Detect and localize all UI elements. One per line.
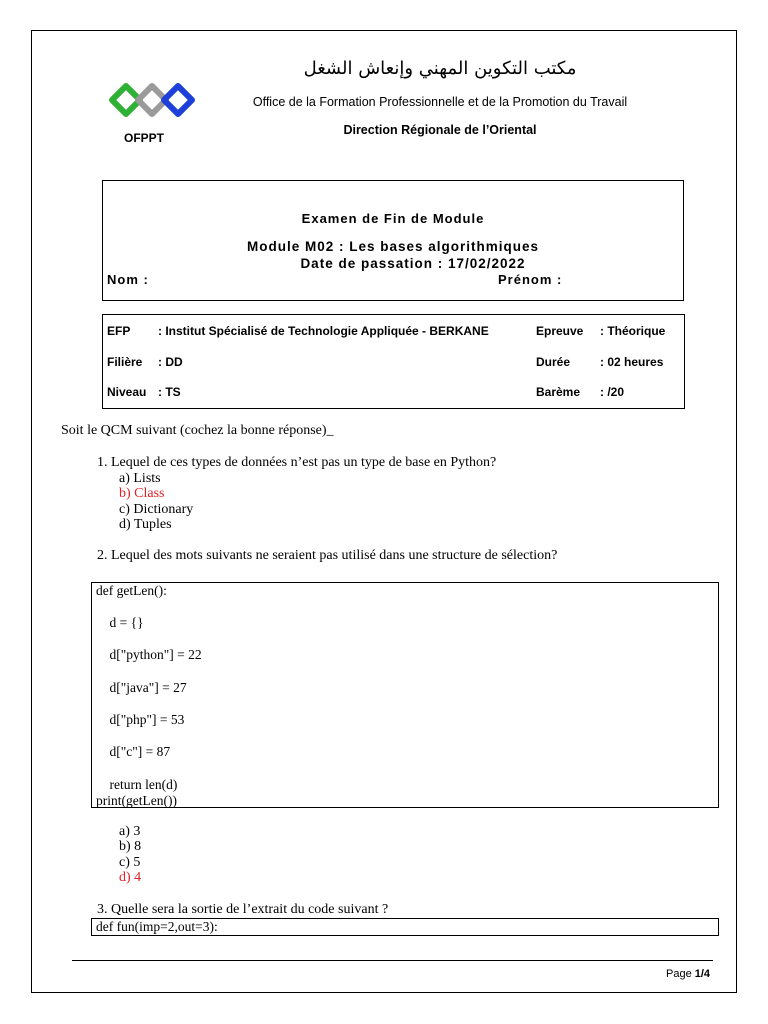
- duree-label: Durée: [536, 355, 571, 369]
- page-label: Page: [666, 968, 695, 980]
- office-name: Office de la Formation Professionnelle et de la Promotion du Travail: [252, 95, 628, 109]
- code-line: d["c"] = 87: [96, 744, 171, 759]
- ofppt-logo: [108, 80, 198, 120]
- q1-option-d[interactable]: d) Tuples: [119, 517, 172, 532]
- question-1: 1. Lequel de ces types de données n’est pas un type de base en Python?: [97, 455, 497, 470]
- efp-value: : Institut Spécialisé de Technologie Appliquée - BERKANE: [158, 324, 489, 338]
- qcm-intro: Soit le QCM suivant (cochez la bonne réponse)_: [61, 423, 334, 438]
- epreuve-value: : Théorique: [600, 324, 666, 338]
- info-box: [102, 314, 685, 409]
- bareme-value: : /20: [600, 385, 625, 399]
- q2-option-c[interactable]: c) 5: [119, 855, 141, 870]
- q2-code-box: [91, 582, 719, 808]
- arabic-title: مكتب التكوين المهني وإنعاش الشغل: [303, 58, 577, 79]
- q2-option-b[interactable]: b) 8: [119, 839, 142, 854]
- code-line: def fun(imp=2,out=3):: [96, 919, 218, 934]
- page-value: 1/4: [694, 968, 711, 980]
- direction-regionale: Direction Régionale de l’Oriental: [343, 123, 537, 137]
- footer-divider: [72, 960, 713, 961]
- q1-option-b[interactable]: b) Class: [119, 486, 165, 501]
- exam-title: Examen de Fin de Module: [301, 211, 485, 226]
- exam-header-box: [102, 180, 684, 301]
- prenom-label: Prénom :: [498, 272, 563, 287]
- bareme-label: Barème: [536, 385, 581, 399]
- q1-option-c[interactable]: c) Dictionary: [119, 502, 194, 517]
- q2-option-d[interactable]: d) 4: [119, 870, 142, 885]
- efp-label: EFP: [107, 324, 131, 338]
- code-line: d["java"] = 27: [96, 680, 187, 695]
- code-line: return len(d): [96, 777, 178, 792]
- code-line: d["python"] = 22: [96, 647, 202, 662]
- niveau-label: Niveau: [107, 385, 147, 399]
- question-3: 3. Quelle sera la sortie de l’extrait du code suivant ?: [97, 902, 389, 917]
- page-number: [666, 968, 710, 980]
- duree-value: : 02 heures: [600, 355, 664, 369]
- q1-option-a[interactable]: a) Lists: [119, 471, 161, 486]
- exam-module: Module M02 : Les bases algorithmiques: [246, 239, 540, 254]
- filiere-value: : DD: [158, 355, 183, 369]
- niveau-value: : TS: [158, 385, 181, 399]
- code-line: d["php"] = 53: [96, 712, 185, 727]
- q3-code-box: [91, 918, 719, 936]
- exam-date: Date de passation : 17/02/2022: [300, 256, 526, 271]
- q2-option-a[interactable]: a) 3: [119, 824, 141, 839]
- epreuve-label: Epreuve: [536, 324, 584, 338]
- logo-caption: OFPPT: [124, 131, 165, 145]
- question-2: 2. Lequel des mots suivants ne seraient pas utilisé dans une structure de sélection?: [97, 548, 558, 563]
- code-line: def getLen():: [96, 583, 167, 598]
- code-line: print(getLen()): [96, 793, 177, 808]
- filiere-label: Filière: [107, 355, 143, 369]
- nom-label: Nom :: [107, 272, 149, 287]
- code-line: d = {}: [96, 615, 144, 630]
